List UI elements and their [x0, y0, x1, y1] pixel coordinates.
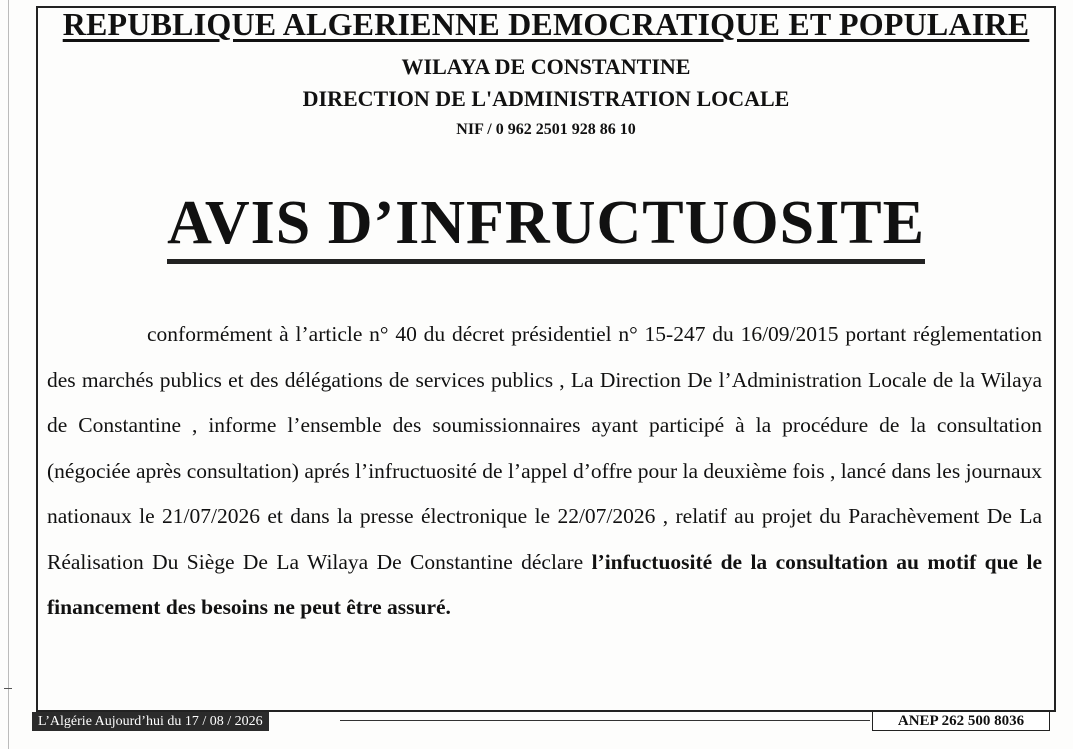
notice-body [47, 312, 1042, 631]
publication-label: L’Algérie Aujourd’hui du 17 / 08 / 2026 [32, 712, 269, 731]
wilaya-heading: WILAYA DE CONSTANTINE [401, 54, 691, 79]
nif-number: NIF / 0 962 2501 928 86 10 [456, 121, 636, 138]
notice-title-text: AVIS D’INFRUCTUOSITE [167, 189, 925, 264]
republique-heading: REPUBLIQUE ALGERIENNE DEMOCRATIQUE ET POPULAIRE [62, 6, 1030, 42]
anep-reference: ANEP 262 500 8036 [872, 711, 1050, 731]
footer-rule [340, 720, 870, 721]
body-text-bold: l’infuctuosité de la consultation au motif que le financement des besoins ne peut être assuré. [47, 549, 1042, 619]
notice-title [36, 188, 1056, 258]
notice-header [36, 6, 1056, 140]
body-text-plain: conformément à l’article n° 40 du décret présidentiel n° 15-247 du 16/09/2015 portant réglementation des marchés publics et des délégations de services publics , La Direction De l’Administration Locale de la Wilaya de Constantine , informe l’ensemble des soumissionnaires ayant participé à la procédure de la consultation (négociée après consultation) aprés l’infructuosité de l’appel d’offre pour la deuxième fois , lancé dans les journaux nationaux le 21/07/2026 et dans la presse électronique le 22/07/2026 , relatif au projet du Parachèvement De La Réalisation Du Siège De La Wilaya De Constantine déclare [47, 322, 1042, 574]
scan-margin-tick [4, 688, 12, 689]
direction-heading: DIRECTION DE L'ADMINISTRATION LOCALE [302, 86, 790, 111]
scan-margin-line [8, 0, 9, 749]
